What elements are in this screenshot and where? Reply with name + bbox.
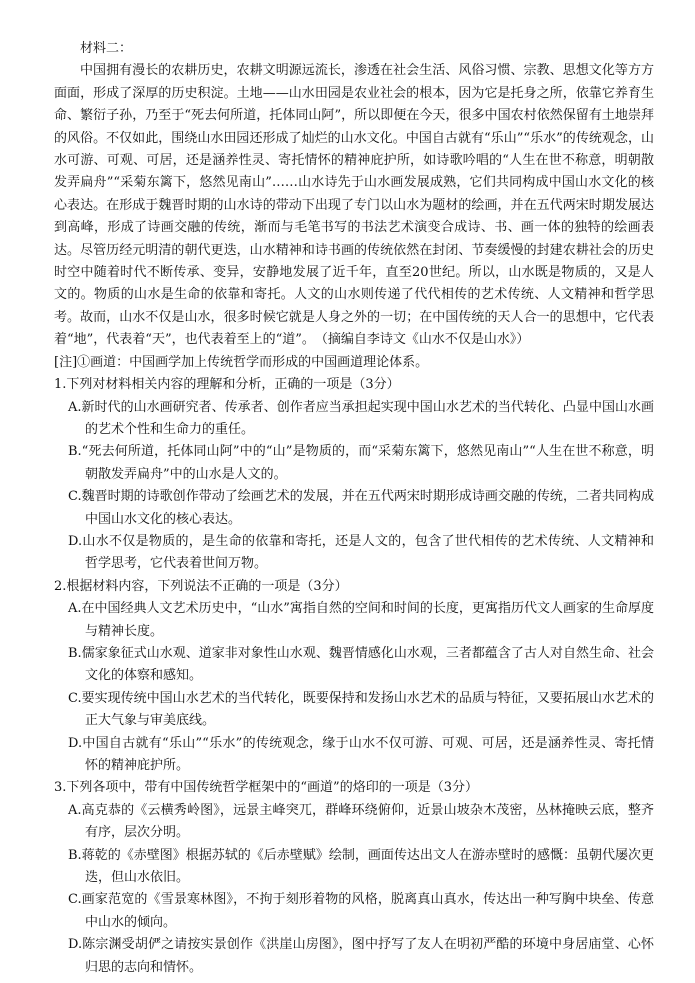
- option-c: C.画家范宽的《雪景寒林图》，不拘于刻形着物的风格，脱离真山真水，传达出一种写胸中块垒、传意中山水的倾向。: [68, 892, 654, 930]
- option-a: A.在中国经典人文艺术历史中，“山水”寓指自然的空间和时间的长度，更寓指历代文人画家的生命厚度与精神长度。: [68, 601, 654, 639]
- option-b: B.蒋乾的《赤壁图》根据苏轼的《后赤壁赋》绘制，画面传达出文人在游赤壁时的感慨：虽朝代屡次更迭，但山水依旧。: [68, 847, 654, 886]
- question-stem: 3.下列各项中，带有中国传统哲学框架中的“画道”的烙印的一项是（3分）: [54, 780, 478, 796]
- option-a: A.高克恭的《云横秀岭图》，远景主峰突兀，群峰环绕俯仰，近景山坡杂木茂密，丛林掩映云底，整齐有序，层次分明。: [68, 802, 654, 841]
- document-page: [54, 38, 654, 979]
- option-a: A.新时代的山水画研究者、传承者、创作者应当承担起实现中国山水艺术的当代转化、凸显中国山水画的艺术个性和生命力的重任。: [68, 399, 654, 437]
- option-c: C.要实现传统中国山水艺术的当代转化，既要保持和发扬山水艺术的品质与特征，又要拓展山水艺术的正大气象与审美底线。: [68, 690, 654, 729]
- option-c: C.魏晋时期的诗歌创作带动了绘画艺术的发展，并在五代两宋时期形成诗画交融的传统，二者共同构成中国山水文化的核心表达。: [68, 489, 654, 527]
- option-d: D.陈宗渊受胡俨之请按实景创作《洪崖山房图》，图中抒写了友人在明初严酷的环境中身居庙堂、心怀归思的志向和情怀。: [68, 937, 654, 975]
- question-3: [54, 777, 654, 979]
- question-1: [54, 374, 654, 576]
- question-stem: 2.根据材料内容，下列说法不正确的一项是（3分）: [54, 578, 348, 594]
- material-body: 中国拥有漫长的农耕历史，农耕文明源远流长，渗透在社会生活、风俗习惯、宗教、思想文化等方方面面，形成了深厚的历史积淀。土地——山水田园是农业社会的根本，因为它是托身之所，依靠它养育生命、繁衍子孙，乃至于“死去何所道，托体同山阿”，所以即便在今天，很多中国农村依然保留有土地崇拜的风俗。不仅如此，围绕山水田园还形成了灿烂的山水文化。中国自古就有“乐山”“乐水”的传统观念，山水可游、可观、可居，还是涵养性灵、寄托情怀的精神庇护所，如诗歌吟唱的“人生在世不称意，明朝散发弄扁舟”“采菊东篱下，悠然见南山”……山水诗先于山水画发展成熟，它们共同构成中国山水文化的核心表达。在形成于魏晋时期的山水诗的带动下出现了专门以山水为题材的绘画，并在五代两宋时期发展达到高峰，形成了诗画交融的传统，渐而与毛笔书写的书法艺术演变合成诗、书、画一体的独特的绘画表达。尽管历经元明清的朝代更迭，山水精神和诗书画的传统依然在封闭、节奏缓慢的封建农耕社会的历史时空中随着时代不断传承、变异，安静地发展了近千年，直至20世纪。所以，山水既是物质的，又是人文的。物质的山水是生命的依靠和寄托。人文的山水则传递了代代相传的艺术传统、人文精神和哲学思考。故而，山水不仅是山水，很多时候它就是人身之外的一切；在中国传统的天人合一的思想中，它代表着“地”，代表着“天”，也代表着至上的“道”。 （摘编自李诗文《山水不仅是山水》）: [54, 63, 654, 348]
- option-d: D.中国自古就有“乐山”“乐水”的传统观念，缘于山水不仅可游、可观、可居，还是涵养性灵、寄托情怀的精神庇护所。: [68, 735, 654, 773]
- material-heading: 材料二：: [80, 41, 133, 56]
- footnote: [注]①画道：中国画学加上传统哲学而形成的中国画道理论体系。: [54, 354, 429, 370]
- question-stem: 1.下列对材料相关内容的理解和分析，正确的一项是（3分）: [54, 377, 400, 393]
- option-b: B.儒家象征式山水观、道家非对象性山水观、魏晋情感化山水观，三者都蕴含了古人对自然生命、社会文化的体察和感知。: [68, 645, 654, 684]
- question-2: [54, 576, 654, 778]
- option-b: B.“死去何所道，托体同山阿”中的“山”是物质的，而“采菊东篱下，悠然见南山”“人生在世不称意，明朝散发弄扁舟”中的山水是人文的。: [68, 444, 654, 482]
- option-d: D.山水不仅是物质的，是生命的依靠和寄托，还是人文的，包含了世代相传的艺术传统、人文精神和哲学思考，它代表着世间万物。: [68, 533, 654, 572]
